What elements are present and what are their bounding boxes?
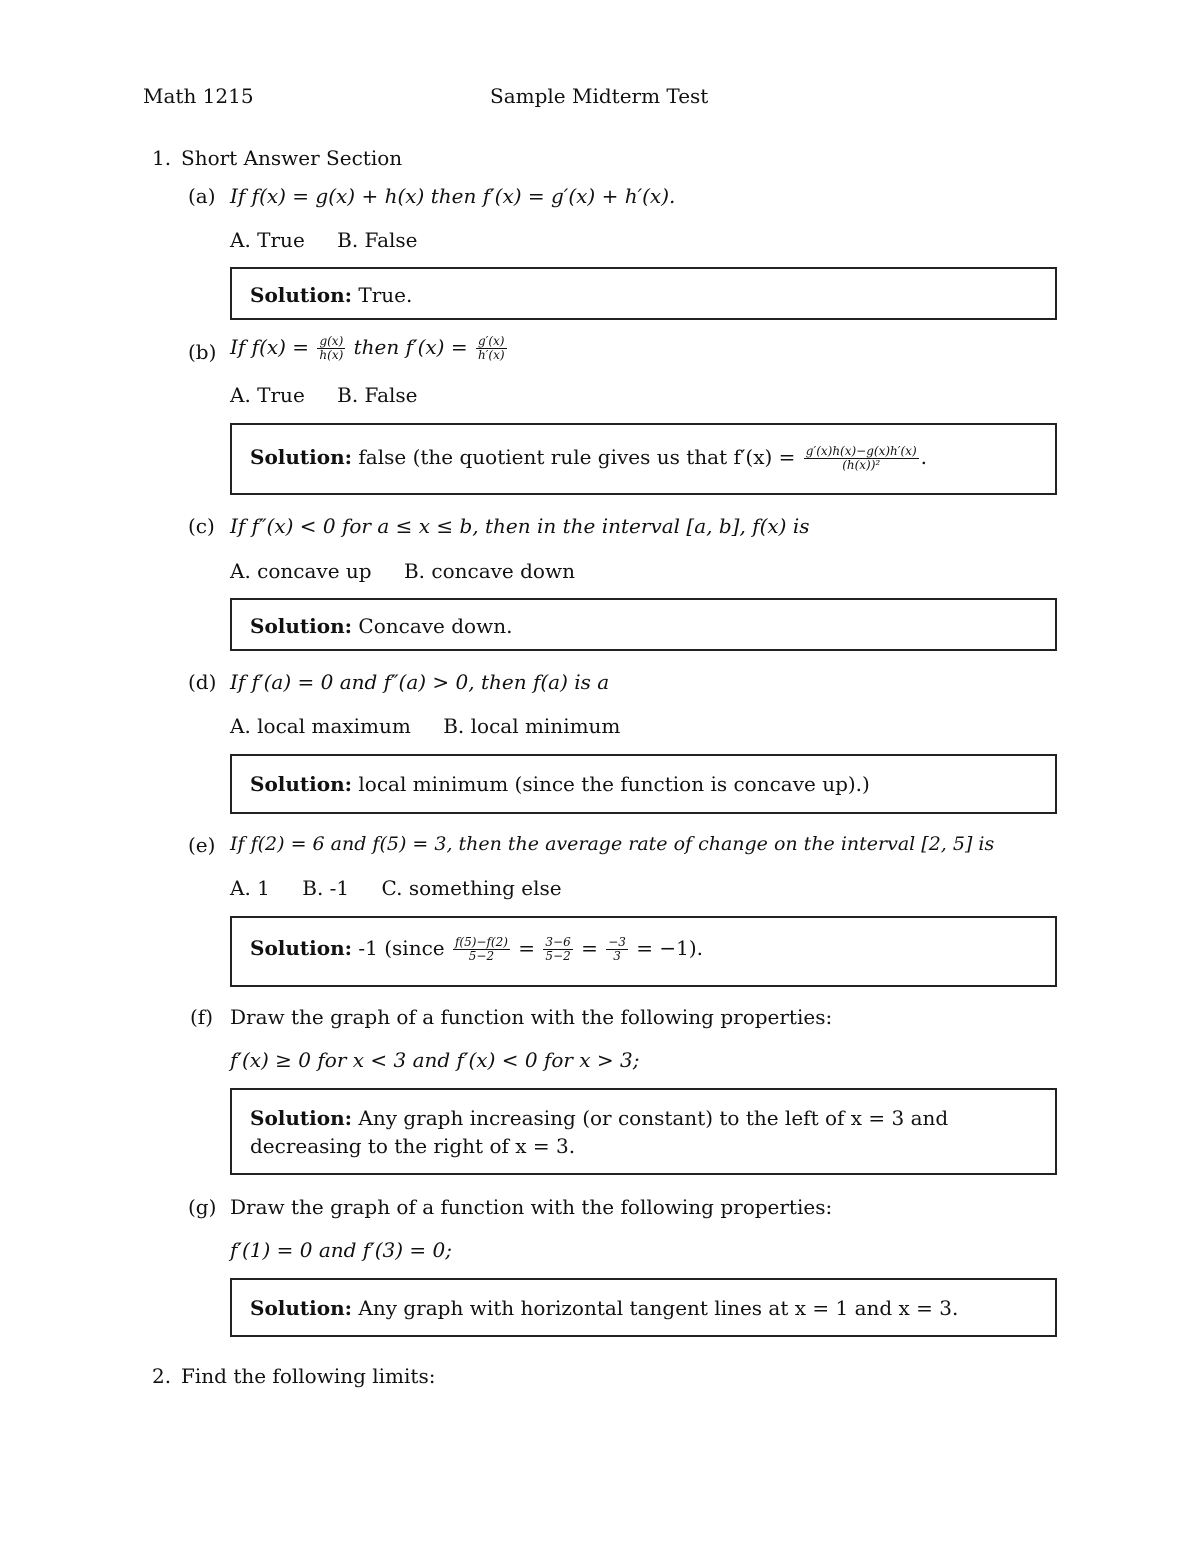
part-a-label: (a) [188, 184, 216, 208]
choice-b: B. False [337, 228, 418, 252]
fraction: $\frac{g(x)}{h(x)}$ [319, 334, 344, 362]
part-g-question: Draw the graph of a function with the following properties: [230, 1195, 833, 1219]
solution-label: Solution: [250, 283, 353, 307]
part-f-property: f′(x) ≥ 0 for x < 3 and f′(x) < 0 for x > 3; [230, 1048, 640, 1072]
part-c-question: If f″(x) < 0 for a ≤ x ≤ b, then in the interval [a, b], f(x) is [230, 514, 810, 538]
course-name: Math 1215 [143, 84, 254, 108]
choice-a: A. concave up [230, 559, 372, 583]
choice-a: A. 1 [230, 876, 270, 900]
choice-a: A. local maximum [230, 714, 411, 738]
solution-label: Solution: [250, 445, 353, 469]
fraction: $\frac{f(5)-f(2)}{5-2}$ [454, 935, 508, 963]
part-a-choices [230, 228, 444, 252]
solution-text: local minimum (since the function is concave up).) [358, 772, 870, 796]
solution-label: Solution: [250, 1296, 353, 1320]
part-d-label: (d) [188, 670, 217, 694]
part-f-label: (f) [190, 1005, 214, 1029]
choice-a: A. True [230, 228, 305, 252]
part-c-choices [230, 559, 601, 583]
solution-text: false (the quotient rule gives us that f′(x) = [358, 445, 796, 469]
solution-label: Solution: [250, 614, 353, 638]
choice-a: A. True [230, 383, 305, 407]
part-a-solution-box [230, 267, 1057, 320]
part-d-solution-box [230, 754, 1057, 814]
choice-c: C. something else [381, 876, 562, 900]
page-title: Sample Midterm Test [490, 84, 709, 108]
section-2-number: 2. [152, 1364, 172, 1388]
part-e-label: (e) [188, 833, 216, 857]
part-a-question: If f(x) = g(x) + h(x) then f′(x) = g′(x) + h′(x). [230, 184, 676, 208]
part-e-choices [230, 876, 588, 900]
section-1-title: Short Answer Section [181, 146, 403, 170]
part-b-label: (b) [188, 340, 217, 364]
part-f-question: Draw the graph of a function with the following properties: [230, 1005, 833, 1029]
part-c-label: (c) [188, 514, 215, 538]
part-b-choices [230, 383, 444, 407]
section-1-number: 1. [152, 146, 172, 170]
part-d-choices [230, 714, 646, 738]
choice-b: B. local minimum [443, 714, 621, 738]
choice-b: B. False [337, 383, 418, 407]
part-g-label: (g) [188, 1195, 217, 1219]
fraction: $\frac{3-6}{5-2}$ [545, 935, 571, 963]
part-e-question: If f(2) = 6 and f(5) = 3, then the average rate of change on the interval [2, 5] is [230, 833, 995, 855]
part-f-solution-box [230, 1088, 1057, 1175]
quotient-rule-fraction: $\frac{g'(x)h(x)-g(x)h'(x)}{\text{(h(x))²}}$ [805, 444, 917, 472]
solution-text: Concave down. [358, 614, 513, 638]
solution-text: Any graph with horizontal tangent lines at x = 1 and x = 3. [358, 1296, 959, 1320]
choice-b: B. -1 [302, 876, 350, 900]
part-g-property: f′(1) = 0 and f′(3) = 0; [230, 1238, 453, 1262]
fraction: $\frac{g'(x)}{h'(x)}$ [477, 334, 505, 362]
solution-label: Solution: [250, 1106, 353, 1130]
part-e-solution-box: Solution: -1 (since $\frac{f(5)-f(2)}{5-2}$ = $\frac{3-6}{5-2}$ = $\frac{-3}{3}$ = −1). [230, 916, 1057, 987]
solution-label: Solution: [250, 772, 353, 796]
choice-b: B. concave down [403, 559, 575, 583]
solution-label: Solution: [250, 936, 353, 960]
fraction: $\frac{-3}{3}$ [608, 935, 626, 963]
solution-text: Any graph increasing (or constant) to the left of x = 3 and decreasing to the right of x = 3. [250, 1106, 949, 1158]
part-b-solution-box: Solution: false (the quotient rule gives us that f′(x) = $\frac{g'(x)h(x)-g(x)h'(x)}{\text{(h(x))²}}$ . [230, 423, 1057, 495]
solution-text: True. [358, 283, 413, 307]
part-c-solution-box [230, 598, 1057, 651]
part-b-question: If f(x) = $\frac{g(x)}{h(x)}$ then f′(x) = $\frac{g'(x)}{h'(x)}$ [230, 334, 505, 362]
part-g-solution-box [230, 1278, 1057, 1337]
section-2-title: Find the following limits: [181, 1364, 436, 1388]
part-d-question: If f′(a) = 0 and f″(a) > 0, then f(a) is a [230, 670, 610, 694]
